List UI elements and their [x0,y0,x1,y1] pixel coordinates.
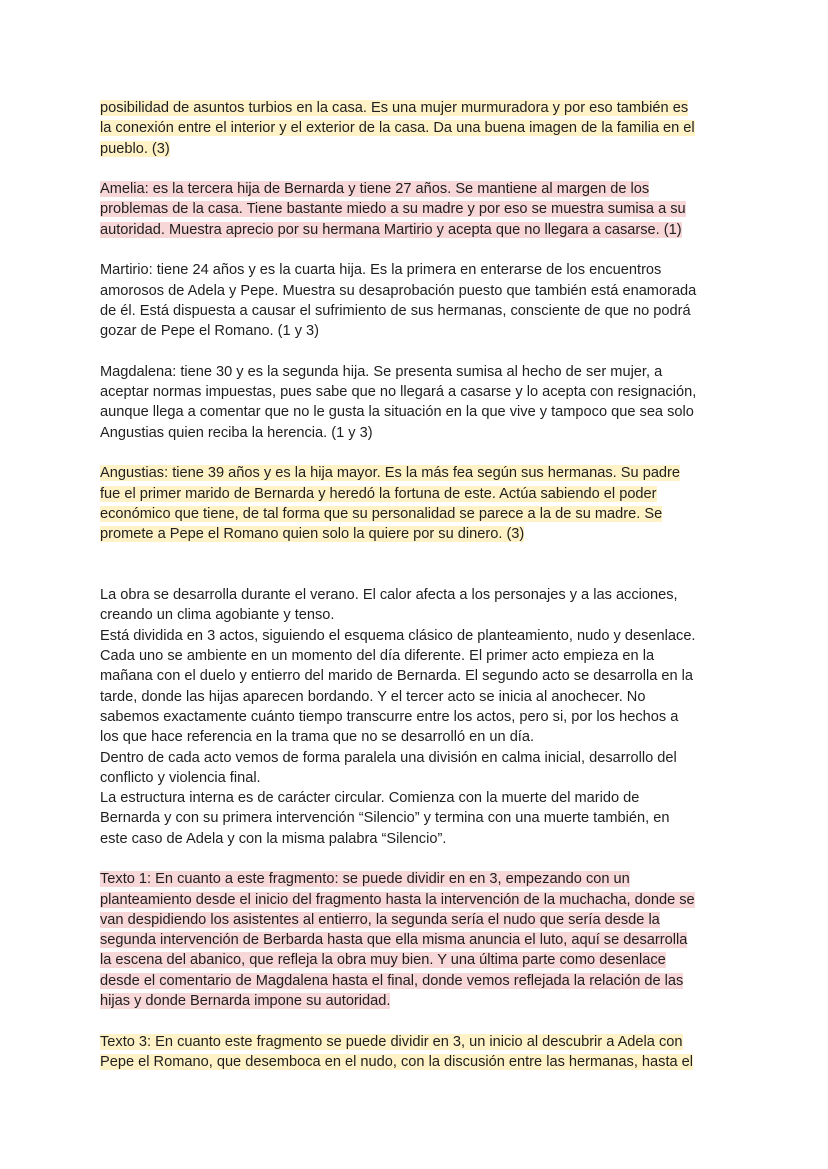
text-line: planteamiento desde el inicio del fragmento hasta la intervención de la muchacha, donde se [100,891,695,908]
paragraph-texto-3 [100,1032,730,1073]
paragraph-poncia-continuation [100,98,730,159]
paragraph-amelia [100,179,730,240]
text-line: tarde, donde las hijas aparecen bordando. Y el tercer acto se inicia al anochecer. No [100,688,646,705]
text-line: Cada uno se ambiente en un momento del día diferente. El primer acto empieza en la [100,648,655,665]
text-line: económico que tiene, de tal forma que su personalidad se parece a la de su madre. Se [100,505,663,522]
text-line: aceptar normas impuestas, pues sabe que no llegará a casarse y lo acepta con resignación, [100,384,697,401]
text-line: La estructura interna es de carácter circular. Comienza con la muerte del marido de [100,790,640,807]
text-line: Bernarda y con su primera intervención “Silencio” y termina con una muerte también, en [100,810,670,827]
text-line: Amelia: es la tercera hija de Bernarda y tiene 27 años. Se mantiene al margen de los [100,181,650,198]
paragraph-martirio [100,260,730,341]
text-line: conflicto y violencia final. [100,769,261,786]
text-line: fue el primer marido de Bernarda y heredó la fortuna de este. Actúa sabiendo el poder [100,485,657,502]
text-line: los que hace referencia en la trama que no se desarrolló en un día. [100,729,535,746]
text-line: de él. Está dispuesta a causar el sufrimiento de sus hermanas, consciente de que no podrá [100,302,691,319]
text-line: Dentro de cada acto vemos de forma paralela una división en calma inicial, desarrollo del [100,749,677,766]
paragraph-structure [100,585,730,849]
text-line: Pepe el Romano, que desemboca en el nudo, con la discusión entre las hermanas, hasta el [100,1053,694,1070]
text-line: sabemos exactamente cuánto tiempo transcurre entre los actos, pero si, por los hechos a [100,708,679,725]
text-line: La obra se desarrolla durante el verano. El calor afecta a los personajes y a las acciones, [100,587,678,604]
text-line: van despidiendo los asistentes al entierro, la segunda sería el nudo que sería desde la [100,911,660,928]
text-line: la conexión entre el interior y el exterior de la casa. Da una buena imagen de la familia en el [100,120,695,137]
text-line: mañana con el duelo y entierro del marido de Bernarda. El segundo acto se desarrolla en la [100,668,694,685]
text-line: Texto 3: En cuanto este fragmento se puede dividir en 3, un inicio al descubrir a Adela con [100,1033,683,1050]
text-line: Texto 1: En cuanto a este fragmento: se puede dividir en en 3, empezando con un [100,871,630,888]
text-line: pueblo. (3) [100,140,170,157]
text-line: autoridad. Muestra aprecio por su hermana Martirio y acepta que no llegara a casarse. (1) [100,221,682,238]
text-line: amorosos de Adela y Pepe. Muestra su desaprobación puesto que también está enamorada [100,282,697,299]
text-line: Está dividida en 3 actos, siguiendo el esquema clásico de planteamiento, nudo y desenlace. [100,627,696,644]
text-line: segunda intervención de Berbarda hasta que ella misma anuncia el luto, aquí se desarrolla [100,932,688,949]
text-line: creando un clima agobiante y tenso. [100,607,335,624]
document-body [100,98,730,1072]
text-line: la escena del abanico, que refleja la obra muy bien. Y una última parte como desenlace [100,952,666,969]
text-line: problemas de la casa. Tiene bastante miedo a su madre y por eso se muestra sumisa a su [100,201,686,218]
text-line: promete a Pepe el Romano quien solo la quiere por su dinero. (3) [100,526,525,543]
text-line: hijas y donde Bernarda impone su autoridad. [100,993,391,1010]
paragraph-angustias [100,463,730,544]
paragraph-texto-1 [100,869,730,1011]
text-line: Angustias quien reciba la herencia. (1 y 3) [100,424,373,441]
text-line: Magdalena: tiene 30 y es la segunda hija. Se presenta sumisa al hecho de ser mujer, a [100,363,663,380]
text-line: posibilidad de asuntos turbios en la casa. Es una mujer murmuradora y por eso también es [100,100,689,116]
text-line: gozar de Pepe el Romano. (1 y 3) [100,323,320,340]
text-line: este caso de Adela y con la misma palabra “Silencio”. [100,830,447,847]
text-line: aunque llega a comentar que no le gusta la situación en la que vive y tampoco que sea solo [100,404,694,421]
text-line: Martirio: tiene 24 años y es la cuarta hija. Es la primera en enterarse de los encuentros [100,262,662,279]
text-line: desde el comentario de Magdalena hasta el final, donde vemos reflejada la relación de las [100,972,684,989]
text-line: Angustias: tiene 39 años y es la hija mayor. Es la más fea según sus hermanas. Su padre [100,465,681,482]
paragraph-magdalena [100,362,730,443]
